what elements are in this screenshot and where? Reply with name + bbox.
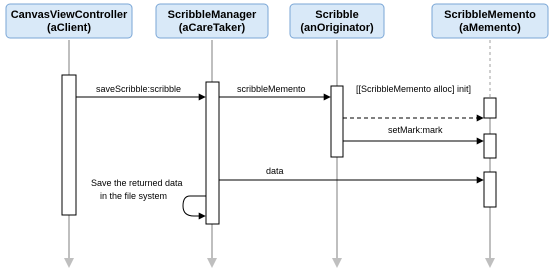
participant-originator bbox=[290, 4, 384, 38]
lifeline-originator-arrowhead bbox=[332, 258, 342, 268]
activation-memento-alloc bbox=[484, 98, 496, 118]
participant-role: (aMemento) bbox=[459, 22, 521, 34]
lifeline-client-arrowhead bbox=[64, 258, 74, 268]
message-label-set-mark: setMark:mark bbox=[388, 125, 443, 135]
participant-name: CanvasViewController bbox=[10, 9, 128, 21]
message-label-scribble-memento: scribbleMemento bbox=[237, 84, 306, 94]
self-call-arrow bbox=[183, 196, 206, 216]
message-label-save-scribble: saveScribble:scribble bbox=[96, 84, 182, 94]
participant-memento bbox=[432, 4, 548, 38]
participant-role: (aCareTaker) bbox=[178, 22, 246, 34]
message-label-data: data bbox=[266, 166, 284, 176]
activation-originator bbox=[331, 86, 343, 157]
note-line-2: in the file system bbox=[100, 191, 168, 201]
participant-client bbox=[6, 4, 132, 38]
participant-role: (anOriginator) bbox=[300, 22, 374, 34]
participant-name: ScribbleMemento bbox=[444, 9, 536, 21]
note-line-1: Save the returned data bbox=[91, 178, 183, 188]
participant-name: Scribble bbox=[315, 9, 359, 21]
lifeline-caretaker-arrowhead bbox=[207, 258, 217, 268]
participant-name: ScribbleManager bbox=[167, 9, 257, 21]
participant-role: (aClient) bbox=[47, 22, 91, 34]
activation-client bbox=[62, 75, 76, 215]
participant-caretaker bbox=[156, 4, 268, 38]
activation-memento-data bbox=[484, 172, 496, 207]
activation-caretaker bbox=[206, 82, 219, 224]
lifeline-memento-arrowhead bbox=[485, 258, 495, 268]
activation-memento-setmark bbox=[484, 134, 496, 158]
note bbox=[91, 178, 183, 201]
message-label-alloc-init: [[ScribbleMemento alloc] init] bbox=[356, 84, 472, 94]
lifelines bbox=[64, 40, 495, 268]
